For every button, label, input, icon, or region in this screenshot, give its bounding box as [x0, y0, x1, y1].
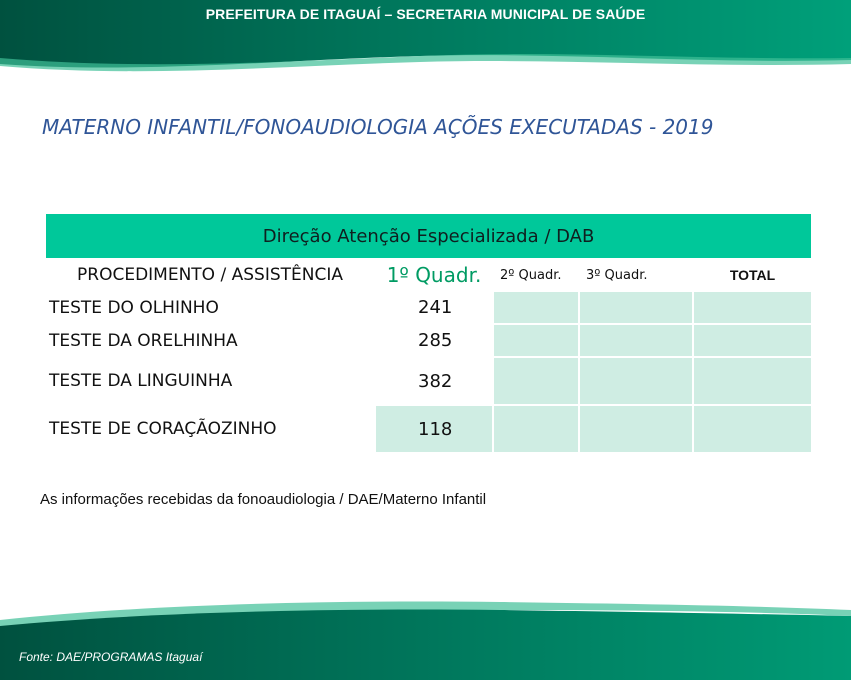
page-title: MATERNO INFANTIL/FONOAUDIOLOGIA AÇÕES EXECUTADAS - 2019: [42, 115, 714, 139]
actions-table: [44, 212, 813, 454]
row-procedure: TESTE DA ORELHINHA: [45, 324, 375, 357]
row-q2: [493, 357, 579, 405]
row-total: [693, 405, 812, 453]
table-row: [45, 291, 812, 324]
row-q2: [493, 405, 579, 453]
row-q1: 382: [375, 357, 493, 405]
row-q3: [579, 357, 693, 405]
header-total: TOTAL: [693, 259, 812, 291]
source-note: As informações recebidas da fonoaudiologia / DAE/Materno Infantil: [40, 491, 487, 508]
table-row: [45, 405, 812, 453]
row-procedure: TESTE DE CORAÇÃOZINHO: [45, 405, 375, 453]
table-banner: Direção Atenção Especializada / DAB: [45, 213, 812, 259]
row-procedure: TESTE DO OLHINHO: [45, 291, 375, 324]
header-q1: 1º Quadr.: [375, 259, 493, 291]
footer-band: [0, 590, 851, 680]
footer-source: Fonte: DAE/PROGRAMAS Itaguaí: [19, 650, 203, 664]
table-row: [45, 324, 812, 357]
row-q3: [579, 324, 693, 357]
header-q2: 2º Quadr.: [493, 259, 579, 291]
row-q2: [493, 291, 579, 324]
header-q3: 3º Quadr.: [579, 259, 693, 291]
row-total: [693, 291, 812, 324]
table-header-row: [45, 259, 812, 291]
row-q1: 241: [375, 291, 493, 324]
row-total: [693, 324, 812, 357]
row-procedure: TESTE DA LINGUINHA: [45, 357, 375, 405]
header-procedure: PROCEDIMENTO / ASSISTÊNCIA: [45, 259, 375, 291]
row-q3: [579, 291, 693, 324]
row-q3: [579, 405, 693, 453]
row-q1: 285: [375, 324, 493, 357]
row-q1: 118: [375, 405, 493, 453]
header-title: PREFEITURA DE ITAGUAÍ – SECRETARIA MUNICIPAL DE SAÚDE: [205, 6, 646, 22]
table-row: [45, 357, 812, 405]
row-total: [693, 357, 812, 405]
row-q2: [493, 324, 579, 357]
